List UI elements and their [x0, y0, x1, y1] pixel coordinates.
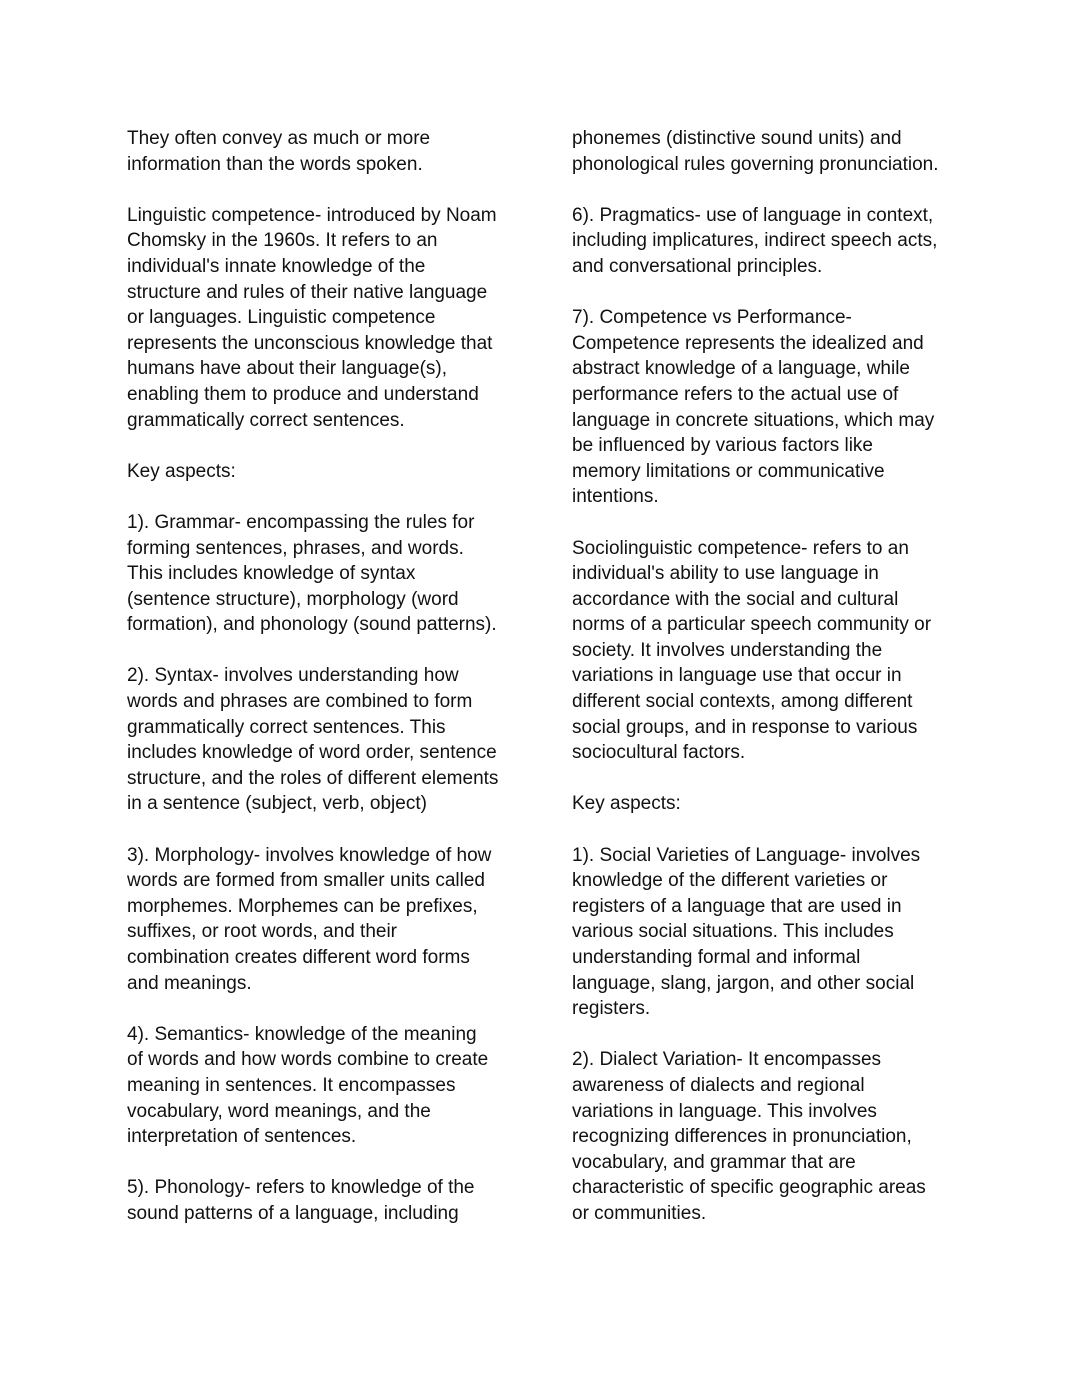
paragraph-linguistic-competence: Linguistic competence- introduced by Noam Chomsky in the 1960s. It refers to an individual's innate knowledge of the structure and rules of their native language or languages. Linguistic competence represents the unconscious knowledge that humans have about their language(s), enabling them to produce and understand grammatically correct sentences.: [127, 204, 497, 431]
paragraph-syntax: 2). Syntax- involves understanding how words and phrases are combined to form grammatically correct sentences. This includes knowledge of word order, sentence structure, and the roles of different elements in a sentence (subject, verb, object): [127, 665, 499, 815]
right-column: [572, 126, 962, 1227]
paragraph-pragmatics: 6). Pragmatics- use of language in context, including implicatures, indirect speech acts, and conversational principles.: [572, 204, 938, 277]
paragraph-morphology: 3). Morphology- involves knowledge of how words are formed from smaller units called morphemes. Morphemes can be prefixes, suffixes, or root words, and their combination creates different word forms and meanings.: [127, 844, 492, 994]
paragraph-semantics: 4). Semantics- knowledge of the meaning of words and how words combine to create meaning in sentences. It encompasses vocabulary, word meanings, and the interpretation of sentences.: [127, 1023, 489, 1148]
paragraph-phonology: 5). Phonology- refers to knowledge of the sound patterns of a language, including: [127, 1177, 475, 1224]
paragraph-sociolinguistic-competence: Sociolinguistic competence- refers to an individual's ability to use language in accordance with the social and cultural norms of a particular speech community or society. It involves understanding the variations in language use that occur in different social contexts, among different social groups, and in response to various sociocultural factors.: [572, 537, 932, 764]
left-column: [127, 126, 527, 1227]
paragraph-continuation-nonverbal: They often convey as much or more information than the words spoken.: [127, 128, 431, 175]
paragraph-competence-vs-performance: 7). Competence vs Performance- Competence represents the idealized and abstract knowledge of a language, while performance refers to the actual use of language in concrete situations, which may be influenced by various factors like memory limitations or communicative intentions.: [572, 307, 935, 508]
paragraph-key-aspects-heading-2: Key aspects:: [572, 793, 681, 815]
paragraph-key-aspects-heading: Key aspects:: [127, 460, 236, 482]
paragraph-social-varieties: 1). Social Varieties of Language- involves knowledge of the different varieties or registers of a language that are used in various social situations. This includes understanding formal and informal language, slang, jargon, and other social registers.: [572, 844, 921, 1020]
paragraph-phonology-continuation: phonemes (distinctive sound units) and phonological rules governing pronunciation.: [572, 128, 939, 175]
paragraph-dialect-variation: 2). Dialect Variation- It encompasses awareness of dialects and regional variations in language. This involves recognizing differences in pronunciation, vocabulary, and grammar that are characteristic of specific geographic areas or communities.: [572, 1049, 926, 1224]
paragraph-grammar: 1). Grammar- encompassing the rules for forming sentences, phrases, and words. This includes knowledge of syntax (sentence structure), morphology (word formation), and phonology (sound patterns).: [127, 511, 497, 636]
